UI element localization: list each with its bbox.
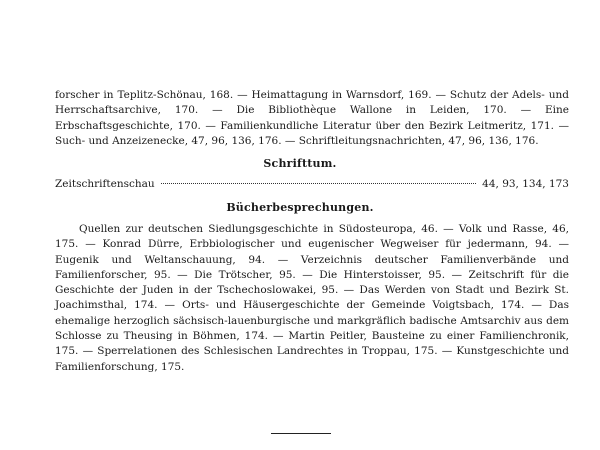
closing-rule [271,433,331,434]
toc-entry-pages: 44, 93, 134, 173 [482,178,569,190]
index-paragraph-continued: forscher in Teplitz-Schönau, 168. — Heimattagung in Warnsdorf, 169. — Schutz der Adels- und Herrschaftsarchive, 170. — Die Bibliothèque Wallone in Leiden, 170. — Eine Erbschaftsgeschichte, 170. — Familienkundliche Literatur über den Bezirk Leitmeritz, 171. — Such- und Anzeizenecke, 47, 96, 136, 176. — Schriftleitungsnachrichten, 47, 96, 136, 176. [55,89,569,147]
section-heading-buecherbesprechungen: Bücherbesprechungen. [226,201,374,214]
book-reviews-paragraph: Quellen zur deutschen Siedlungsgeschichte in Südosteuropa, 46. — Volk und Rasse, 46, 175. — Konrad Dürre, Erbbiologischer und eugenischer Wegweiser für jedermann, 94. — Eugenik und Weltanschauung, 94. — Verzeichnis deutscher Familienverbände und Familienforscher, 95. — Die Trötscher, 95. — Die Hinterstoisser, 95. — Zeitschrift für die Geschichte der Juden in der Tschechoslowakei, 95. — Das Werden von Stadt und Bezirk St. Joachimsthal, 174. — Orts- und Häusergeschichte der Gemeinde Voigtsbach, 174. — Das ehemalige herzoglich sächsisch-lauenburgische und markgräflich badische Amtsarchiv aus dem Schlosse zu Theusing in Böhmen, 174. — Martin Peitler, Bausteine zu einer Familienchronik, 175. — Sperrelationen des Schlesischen Landrechtes in Troppau, 175. — Kunstgeschichte und Familienforschung, 175. [55,223,569,373]
toc-entry-zeitschriftenschau [55,178,569,190]
toc-entry-title: Zeitschriftenschau [55,178,155,190]
section-heading-schrifttum: Schrifttum. [263,157,337,170]
dot-leader [161,183,477,184]
